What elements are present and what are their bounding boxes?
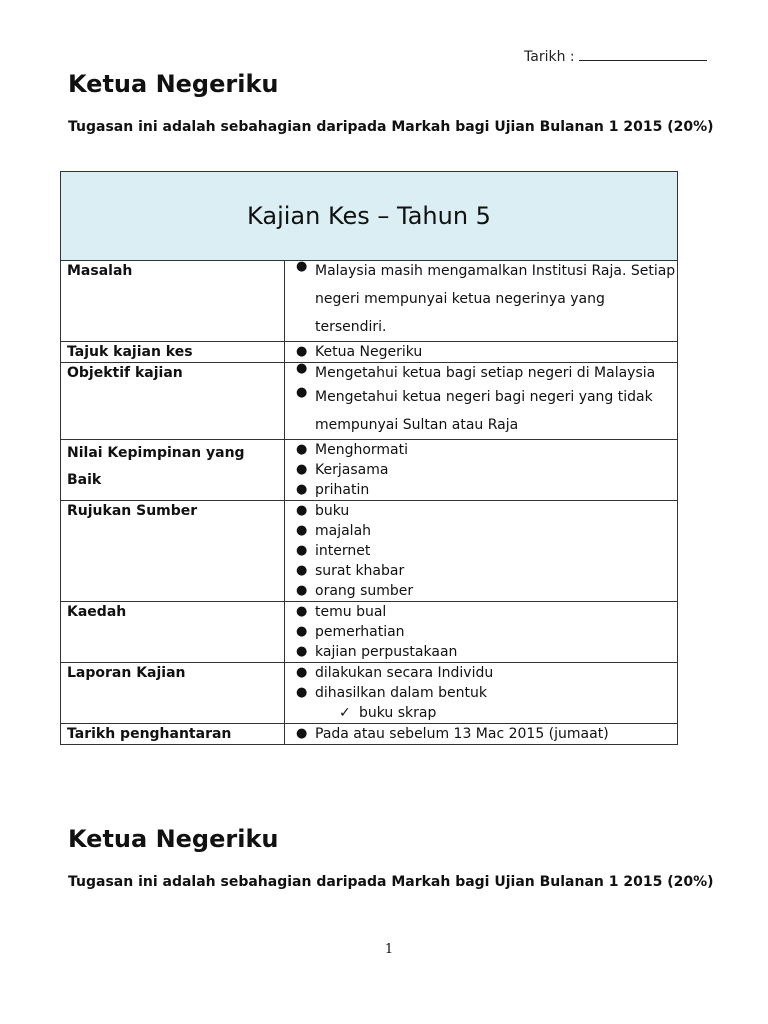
table-row (61, 440, 678, 501)
table-row (61, 363, 678, 440)
task-description-repeat: Tugasan ini adalah sebahagian daripada Markah bagi Ujian Bulanan 1 2015 (20%) (68, 874, 714, 890)
page-title-repeat: Ketua Negeriku (68, 825, 279, 853)
date-field (524, 47, 707, 65)
list-item: ● Mengetahui ketua bagi setiap negeri di Malaysia (296, 361, 656, 381)
date-label: Tarikh : (524, 49, 575, 65)
bullet-icon: ● (296, 259, 308, 274)
bullet-icon: ● (296, 503, 308, 518)
list-item: ● surat khabar (296, 563, 405, 579)
row-label: Masalah (61, 261, 285, 342)
date-blank-line (579, 47, 707, 61)
list-item: ● kajian perpustakaan (296, 644, 458, 660)
list-item: ● prihatin (296, 482, 370, 498)
row-content (285, 261, 678, 342)
bullet-icon: ● (296, 644, 308, 659)
row-content (285, 440, 678, 501)
list-item: ● buku (296, 503, 350, 519)
row-label: Nilai Kepimpinan yang Baik (61, 440, 285, 501)
bullet-icon: ● (296, 726, 308, 741)
bullet-icon: ● (296, 543, 308, 558)
table-header-row (61, 172, 678, 261)
list-item: ● Kerjasama (296, 462, 389, 478)
list-item: ● dihasilkan dalam bentuk (296, 685, 487, 701)
row-content (285, 501, 678, 602)
row-content (285, 363, 678, 440)
sub-list-item: ✓ buku skrap (339, 705, 437, 721)
row-content (285, 724, 678, 745)
row-label: Kaedah (61, 602, 285, 663)
table-row (61, 724, 678, 745)
row-label: Rujukan Sumber (61, 501, 285, 602)
bullet-icon: ● (296, 442, 308, 457)
row-content (285, 663, 678, 724)
bullet-icon: ● (296, 665, 308, 680)
task-description: Tugasan ini adalah sebahagian daripada Markah bagi Ujian Bulanan 1 2015 (20%) (68, 119, 714, 135)
list-item: ● temu bual (296, 604, 387, 620)
row-label: Laporan Kajian (61, 663, 285, 724)
bullet-icon: ● (296, 624, 308, 639)
list-item: ● orang sumber (296, 583, 414, 599)
check-icon: ✓ (339, 705, 351, 721)
list-item: ● Ketua Negeriku (296, 344, 423, 360)
list-item: ● Menghormati (296, 442, 408, 458)
row-label: Tarikh penghantaran (61, 724, 285, 745)
list-item: ● internet (296, 543, 371, 559)
table-row (61, 261, 678, 342)
bullet-icon: ● (296, 685, 308, 700)
bullet-icon: ● (296, 523, 308, 538)
case-study-table (60, 171, 678, 745)
row-label: Objektif kajian (61, 363, 285, 440)
row-label: Tajuk kajian kes (61, 342, 285, 363)
bullet-icon: ● (296, 344, 308, 359)
list-item: ● pemerhatian (296, 624, 405, 640)
page-title: Ketua Negeriku (68, 70, 279, 98)
bullet-icon: ● (296, 385, 308, 400)
bullet-icon: ● (296, 604, 308, 619)
bullet-icon: ● (296, 361, 308, 376)
table-row (61, 602, 678, 663)
table-row (61, 501, 678, 602)
list-item: ● majalah (296, 523, 372, 539)
list-item: ● Malaysia masih mengamalkan Institusi Raja. Setiap negeri mempunyai ketua negerinya yang tersendiri. (296, 259, 676, 335)
row-content (285, 602, 678, 663)
bullet-icon: ● (296, 462, 308, 477)
table-row (61, 663, 678, 724)
bullet-icon: ● (296, 482, 308, 497)
page-number: 1 (384, 942, 394, 957)
bullet-icon: ● (296, 563, 308, 578)
bullet-icon: ● (296, 583, 308, 598)
list-item: ● Mengetahui ketua negeri bagi negeri yang tidak mempunyai Sultan atau Raja (296, 385, 653, 433)
list-item: ● dilakukan secara Individu (296, 665, 494, 681)
table-title: Kajian Kes – Tahun 5 (61, 172, 678, 261)
list-item: ● Pada atau sebelum 13 Mac 2015 (jumaat) (296, 726, 609, 742)
